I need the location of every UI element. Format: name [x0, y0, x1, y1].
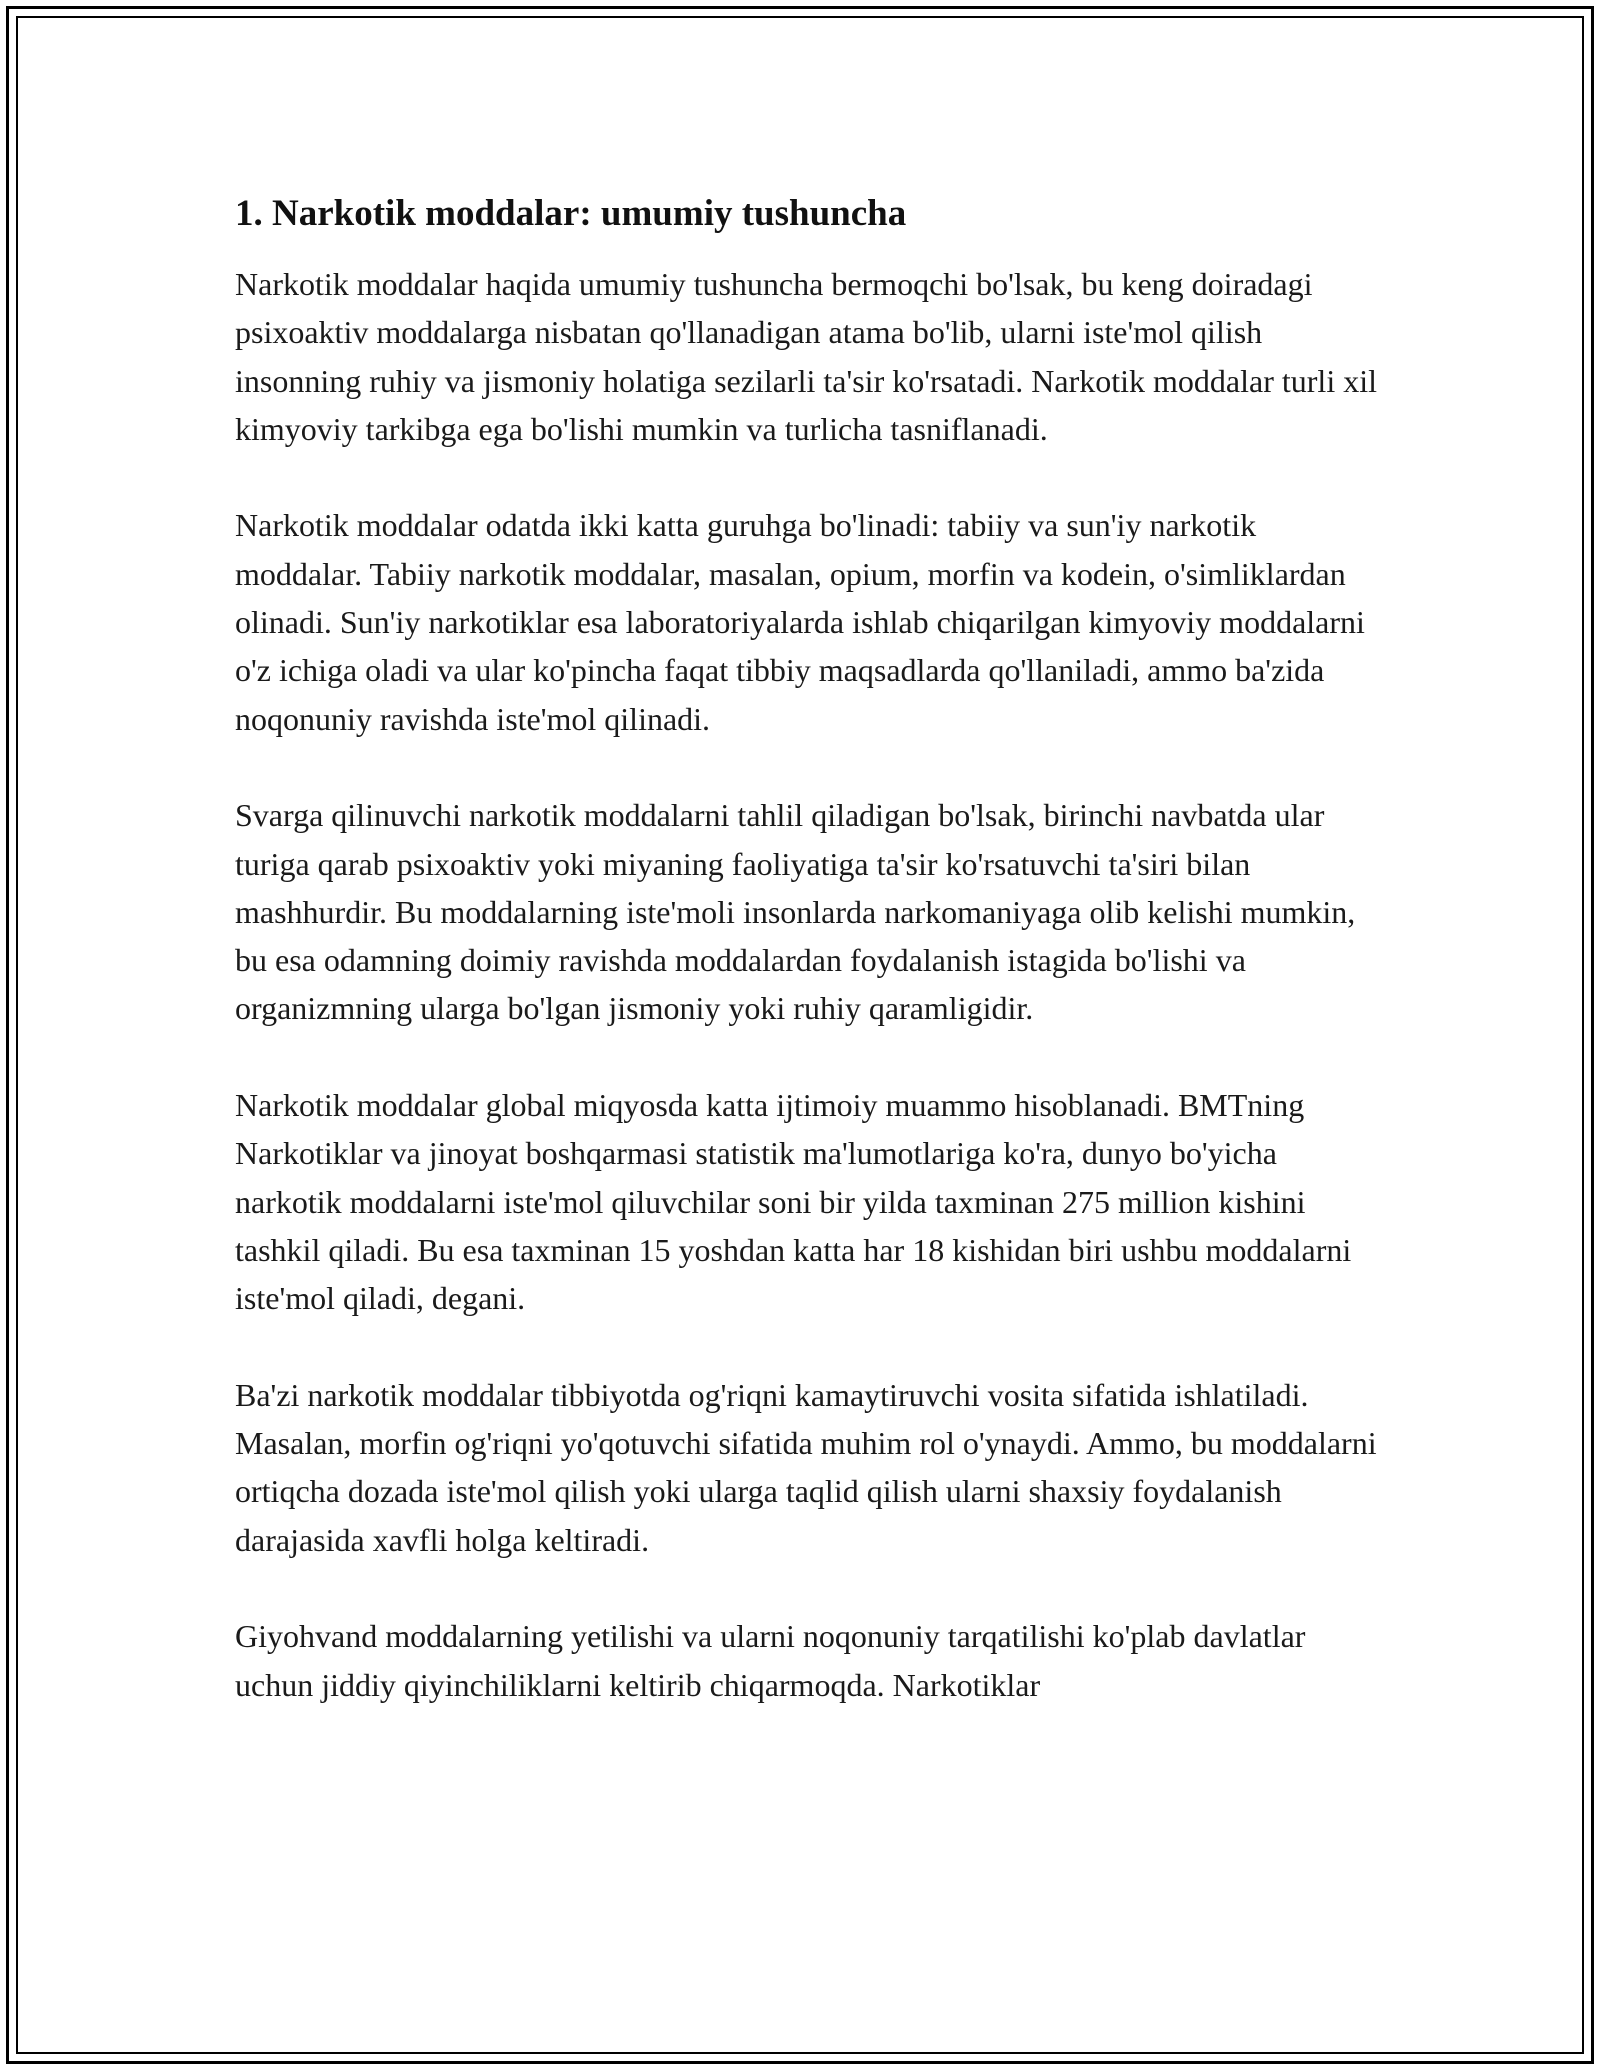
- section-heading: 1. Narkotik moddalar: umumiy tushuncha: [235, 193, 907, 234]
- paragraph-6: Giyohvand moddalarning yetilishi va ularni noqonuniy tarqatilishi ko'plab davlatlar uchun jiddiy qiyinchiliklarni keltirib chiqarmoqda. Narkotiklar: [235, 1618, 1306, 1703]
- paragraph-3: Svarga qilinuvchi narkotik moddalarni tahlil qiladigan bo'lsak, birinchi navbatda ular turiga qarab psixoaktiv yoki miyaning faoliyatiga ta'sir ko'rsatuvchi ta'siri bilan mashhurdir. Bu moddalarning iste'moli insonlarda narkomaniyaga olib kelishi mumkin, bu esa odamning doimiy ravishda moddalardan foydalanish istagida bo'lishi va organizmning ularga bo'lgan jismoniy yoki ruhiy qaramligidir.: [235, 797, 1356, 1027]
- paragraph-2: Narkotik moddalar odatda ikki katta guruhga bo'linadi: tabiiy va sun'iy narkotik moddalar. Tabiiy narkotik moddalar, masalan, opium, morfin va kodein, o'simliklardan olinadi. Sun'iy narkotiklar esa laboratoriyalarda ishlab chiqarilgan kimyoviy moddalarni o'z ichiga oladi va ular ko'pincha faqat tibbiy maqsadlarda qo'llaniladi, ammo ba'zida noqonuniy ravishda iste'mol qilinadi.: [235, 507, 1365, 737]
- paragraph-4: Narkotik moddalar global miqyosda katta ijtimoiy muammo hisoblanadi. BMTning Narkotiklar va jinoyat boshqarmasi statistik ma'lumotlariga ko'ra, dunyo bo'yicha narkotik moddalarni iste'mol qiluvchilar soni bir yilda taxminan 275 million kishini tashkil qiladi. Bu esa taxminan 15 yoshdan katta har 18 kishidan biri ushbu moddalarni iste'mol qiladi, degani.: [235, 1087, 1352, 1317]
- document-body: [235, 188, 1380, 1757]
- paragraph-1: Narkotik moddalar haqida umumiy tushuncha bermoqchi bo'lsak, bu keng doiradagi psixoaktiv moddalarga nisbatan qo'llanadigan atama bo'lib, ularni iste'mol qilish insonning ruhiy va jismoniy holatiga sezilarli ta'sir ko'rsatadi. Narkotik moddalar turli xil kimyoviy tarkibga ega bo'lishi mumkin va turlicha tasniflanadi.: [235, 266, 1377, 447]
- paragraph-5: Ba'zi narkotik moddalar tibbiyotda og'riqni kamaytiruvchi vosita sifatida ishlatiladi. Masalan, morfin og'riqni yo'qotuvchi sifatida muhim rol o'ynaydi. Ammo, bu moddalarni ortiqcha dozada iste'mol qilish yoki ularga taqlid qilish ularni shaxsiy foydalanish darajasida xavfli holga keltiradi.: [235, 1376, 1377, 1558]
